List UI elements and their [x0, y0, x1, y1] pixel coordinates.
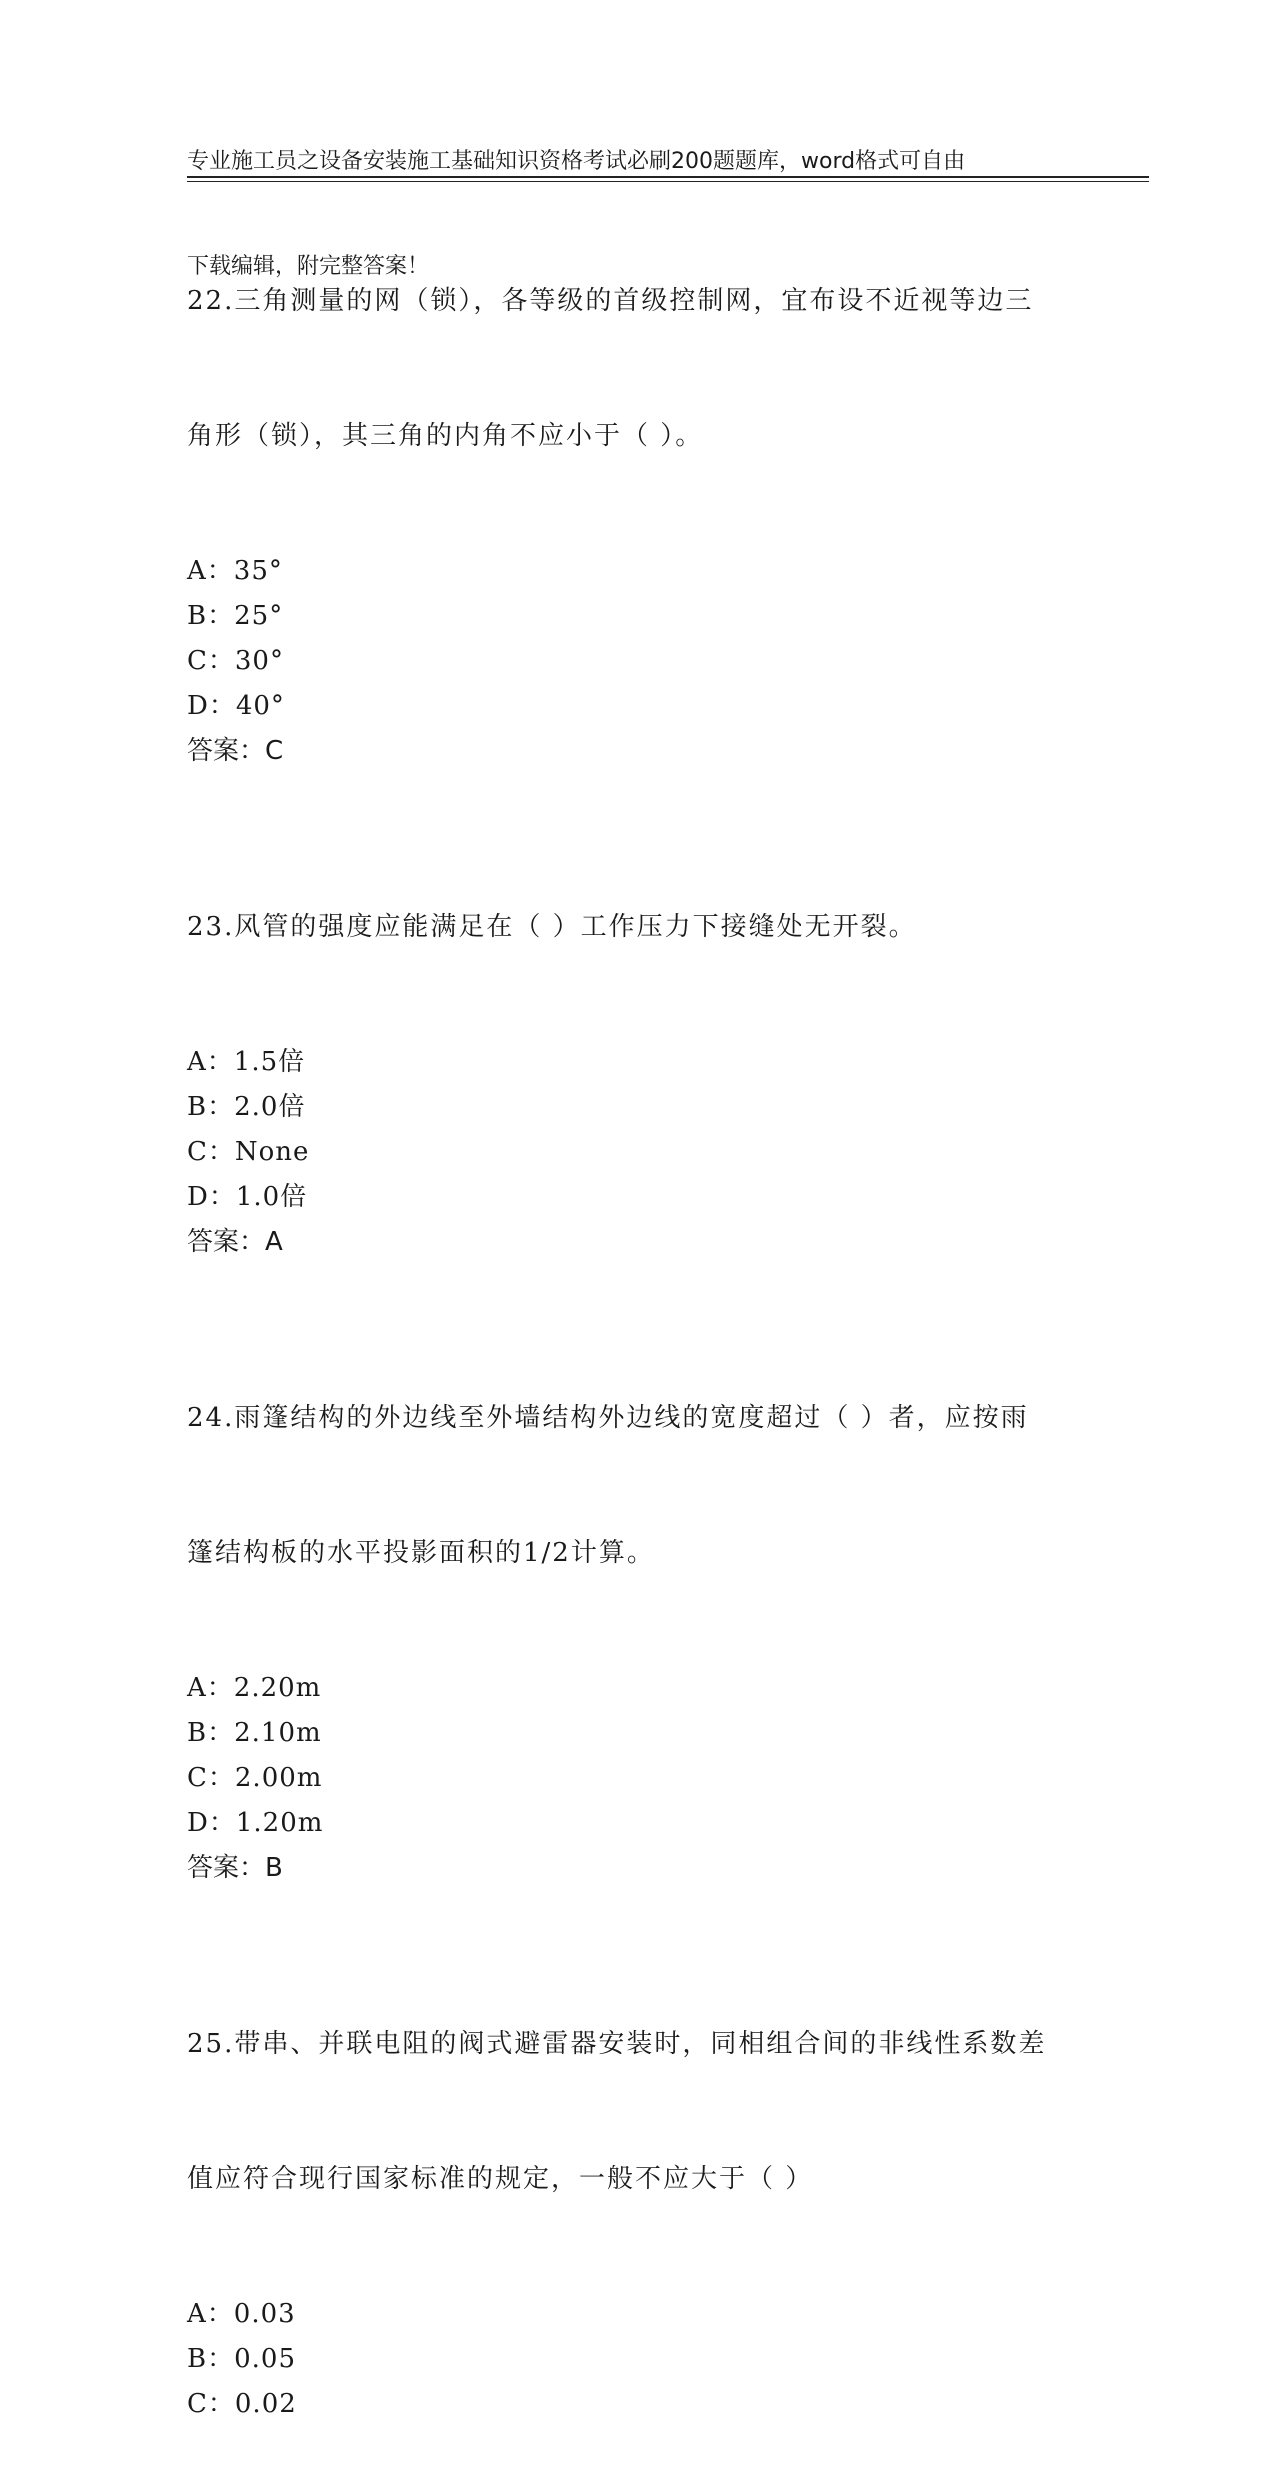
question-stem: [187, 815, 1087, 1040]
question-stem: [187, 1306, 1087, 1666]
question-stem-line: 22.三角测量的网（锁），各等级的首级控制网，宜布设不近视等边三: [187, 286, 1034, 316]
question-25: [187, 1932, 1087, 2427]
option-d: D：1.20m: [187, 1808, 324, 1838]
header-divider-thick: [187, 176, 1149, 178]
question-stem-line: 24.雨篷结构的外边线至外墙结构外边线的宽度超过（ ）者，应按雨: [187, 1403, 1029, 1433]
question-stem-line: 值应符合现行国家标准的规定，一般不应大于（ ）: [187, 2164, 814, 2194]
question-stem-line: 角形（锁），其三角的内角不应小于（ ）。: [187, 421, 704, 451]
option-a: A：0.03: [187, 2299, 296, 2329]
question-stem: [187, 189, 1087, 549]
header-line-1: 专业施工员之设备安装施工基础知识资格考试必刷200题题库，word格式可自由: [187, 149, 966, 174]
answer-line: 答案：A: [187, 1227, 283, 1257]
option-c: C：30°: [187, 646, 284, 676]
option-c: C：0.02: [187, 2389, 297, 2419]
question-stem-line: 23.风管的强度应能满足在（ ）工作压力下接缝处无开裂。: [187, 912, 917, 942]
header-line-2: 下载编辑，附完整答案！: [187, 254, 430, 279]
option-a: A：2.20m: [187, 1673, 322, 1703]
answer-line: 答案：B: [187, 1853, 283, 1883]
question-list: [187, 189, 1087, 2468]
option-b: B：2.0倍: [187, 1092, 306, 1122]
option-c: C：2.00m: [187, 1763, 323, 1793]
option-b: B：2.10m: [187, 1718, 322, 1748]
option-a: A：35°: [187, 556, 283, 586]
answer-line: 答案：C: [187, 736, 284, 766]
question-stem-line: 25.带串、并联电阻的阀式避雷器安装时，同相组合间的非线性系数差: [187, 2029, 1047, 2059]
header-divider-thin: [187, 181, 1149, 182]
option-d: D：1.0倍: [187, 1182, 308, 1212]
question-22: [187, 189, 1087, 774]
option-b: B：25°: [187, 601, 284, 631]
option-a: A：1.5倍: [187, 1047, 306, 1077]
question-stem-line: 篷结构板的水平投影面积的1/2计算。: [187, 1538, 655, 1568]
option-b: B：0.05: [187, 2344, 296, 2374]
question-23: [187, 815, 1087, 1265]
option-c: C：None: [187, 1137, 310, 1167]
option-d: D：40°: [187, 691, 285, 721]
question-24: [187, 1306, 1087, 1891]
question-stem: [187, 1932, 1087, 2292]
